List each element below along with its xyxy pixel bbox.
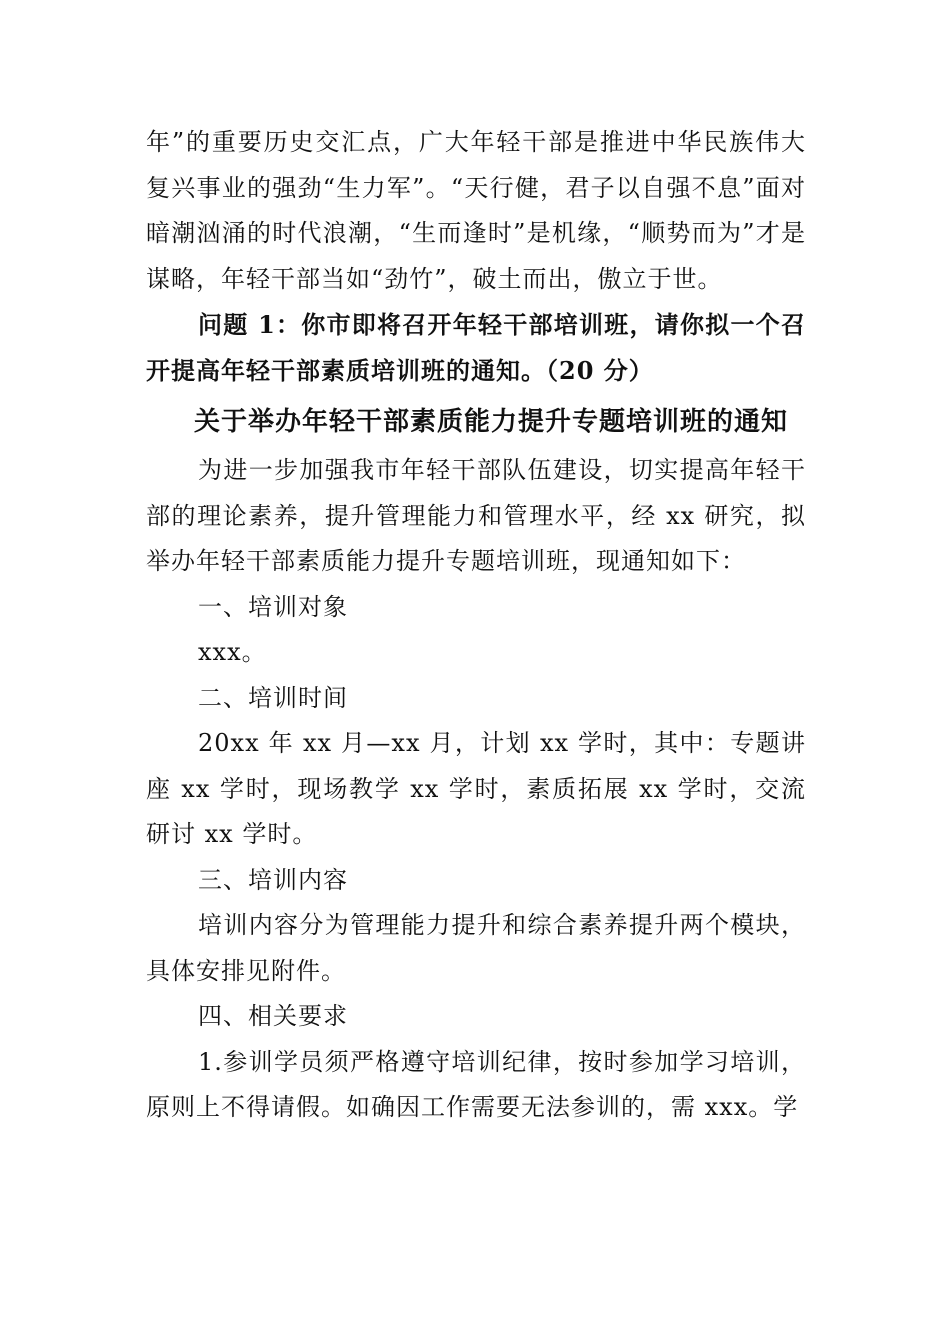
section3-heading: 三、培训内容: [198, 865, 348, 894]
intro-paragraph: 年”的重要历史交汇点，广大年轻干部是推进中华民族伟大复兴事业的强劲“生力军”。“天行健，君子以自强不息”面对暗潮汹涌的时代浪潮，“生而逢时”是机缘，“顺势而为”才是谋略，年轻干部当如“劲竹”，破土而出，傲立于世。: [146, 128, 806, 293]
notice-title: 关于举办年轻干部素质能力提升专题培训班的通知: [193, 407, 788, 437]
section4-item1: 1.参训学员须严格遵守培训纪律，按时参加学习培训，原则上不得请假。如确因工作需要无法参训的，需 xxx。学: [146, 1047, 806, 1121]
section2-body: 20xx 年 xx 月—xx 月，计划 xx 学时，其中：专题讲座 xx 学时，现场教学 xx 学时，素质拓展 xx 学时，交流研讨 xx 学时。: [146, 729, 806, 848]
document-page: [146, 120, 806, 1131]
section1-heading: 一、培训对象: [198, 592, 348, 621]
section3-body: 培训内容分为管理能力提升和综合素养提升两个模块，具体安排见附件。: [146, 911, 806, 985]
section2-heading: 二、培训时间: [198, 683, 348, 712]
question-paragraph: 问题 1：你市即将召开年轻干部培训班，请你拟一个召开提高年轻干部素质培训班的通知。（20 分）: [146, 310, 806, 385]
section4-heading: 四、相关要求: [198, 1002, 348, 1030]
section1-body: xxx。: [198, 638, 267, 666]
opening-paragraph: 为进一步加强我市年轻干部队伍建设，切实提高年轻干部的理论素养，提升管理能力和管理水平，经 xx 研究，拟举办年轻干部素质能力提升专题培训班，现通知如下：: [146, 456, 806, 575]
